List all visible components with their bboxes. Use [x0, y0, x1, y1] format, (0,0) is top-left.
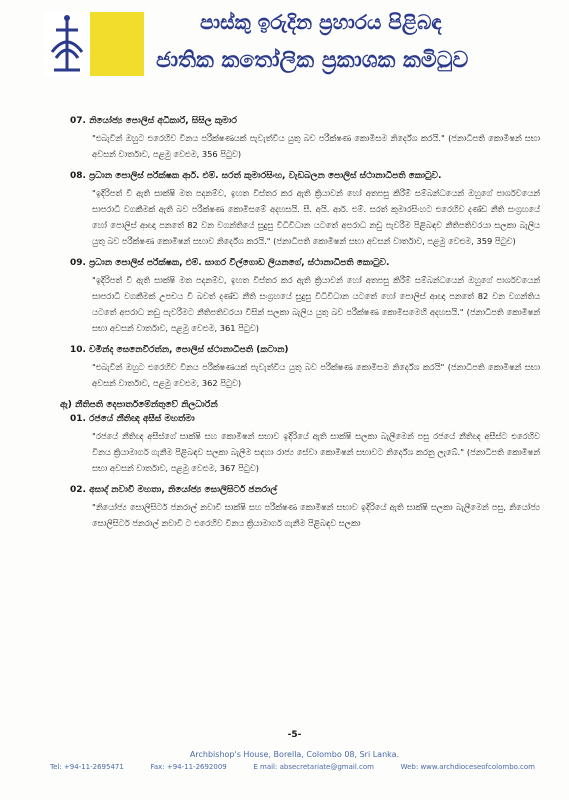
footer-web-link[interactable]: Web: www.archdioceseofcolombo.com: [400, 763, 535, 771]
section-heading: 02. අසාද් නවාවී මහතා, නියෝජ්‍ය සොලිසිටර් ජනරාල්: [70, 485, 278, 495]
vatican-cross-logo-icon: [44, 12, 144, 76]
section-heading: 07. නියෝජ්‍ය පොලිස් අධිකාරී, සිසිල කුමාර: [70, 116, 237, 126]
footer-fax: Fax: +94-11-2692009: [150, 763, 227, 771]
section-heading: 08. ප්‍රධාන පොලිස් පරීක්ෂක ආර්. එම්. සරත් කුමාරසිංහ, වැඩබලන පොලිස් ස්ථානාධිපති කොටුව.: [70, 171, 442, 181]
section-paragraph: "ඉදිරිපත් වී ඇති සාක්ෂි මත පදනම්ව, ඉහත විස්තර කර ඇති ක්‍රියාවන් හෝ අතපසු කිරීම් සම්බන්ධයෙන් ඔහුගේ පාර්ශවයෙන් සාපරාධී වගකීමක් ඇති බව පරීක්ෂණ කොමිසමේ අදහසයි. සී. අයි. ආර්. එම්. සරත් කුමාරසිංහට එරෙහිව දණ්ඩ නීති සංග්‍රහයේ හෝ පොලිස් ආඥා පනතේ 82 වන වගන්තියේ සුදුසු විධිවිධාන යටතේ අපරාධ නඩු පැවරීම පිළිබඳව නීතිපතිවරයා සලකා බැලිය යුතු බව පරීක්ෂණ කොමිෂන් සභාව නිර්දේශ කරයි." (ජනාධිපති කොමිෂන් සභා අවසන් වාර්තාව, පළමු වෙළුම, 359 පිටුව): [92, 188, 540, 246]
section-heading: 01. රජයේ නීතිඥ අසීස් මහත්මා: [70, 414, 195, 424]
page-footer: [0, 730, 569, 771]
page-header: [0, 0, 569, 100]
section-paragraph: "නියෝජ්‍ය සොලිසිටර් ජනරාල් නවාවී සාක්ෂි සහ පරීක්ෂණ කොමිෂන් සභාව ඉදිරියේ ඇති සාක්ෂි සලකා බැලීමෙන් පසු, නියෝජ්‍ය සොලිසිටර් ජනරාල් නවාවී ට එරෙහිව විනය ක්‍රියාමාර්ග ගැනීම පිළිබඳව සලකා: [92, 502, 541, 528]
section-heading: 10. චමින්ද සෙනෙවිරත්න, පොලිස් ස්ථානාධිපති (කටාන): [70, 345, 289, 355]
header-title-line1: පාස්කු ඉරුදින ප්‍රහාරය පිළිබඳ: [200, 10, 442, 34]
footer-contact: [0, 763, 569, 771]
section-paragraph: "එබැවින් ඔහුට එරෙහිව විනය පරීක්ෂණයක් පැවැත්විය යුතු බව පරීක්ෂණ කොමිසම නිර්දේශ කරයි." (ජනාධිපති කොමිෂන් සභා අවසන් වාර්තාව, පළමු වෙළුම, 356 පිටුව): [92, 133, 540, 159]
footer-address: Archbishop's House, Borella, Colombo 08, Sri Lanka.: [189, 750, 400, 759]
section-paragraph: "රජයේ නීතිඥ අසීස්ගේ සාක්ෂි සහ කොමිෂන් සභාව ඉදිරියේ ඇති සාක්ෂි සලකා බැලීමෙන් පසු රජයේ නීතිඥ අසීස්ට එරෙහිව විනය ක්‍රියාමාර්ග ගැනීම පිළිබඳව සලකා බැලීම සඳහා රාජ්‍ය සේවා කොමිෂන් සභාවට නිර්දේශ කරනු ලැබේ." (ජනාධිපති කොමිෂන් සභා අවසන් වාර්තාව, පළමු වෙළුම, 367 පිටුව): [92, 431, 540, 473]
header-title-line2: ජාතික කතෝලික ප්‍රකාශක කමිටුව: [156, 48, 469, 73]
section-paragraph: "ඉදිරිපත් වී ඇති සාක්ෂි මත පදනම්ව, ඉහත විස්තර කර ඇති ක්‍රියාවන් හෝ අතපසු කිරීම් සම්බන්ධයෙන් ඔහුගේ පාර්ශවයෙන් සාපරාධී වගකීමක් උපචය වී බවත් දණ්ඩ නීති සංග්‍රහයේ සුදුසු විධිවිධාන යටතේ හෝ පොලිස් ආඥා පනතේ 82 වන වගන්තිය යටතේ අපරාධ නඩු පැවරීමට නීතිපතිවරයා විසින් සලකා බැලිය යුතු බව පරීක්ෂණ කොමිසමෙහි අදහසයි." (ජනාධිපති කොමිෂන් සභා අවසන් වාර්තාව, පළමු වෙළුම, 361 පිටුව): [92, 275, 540, 333]
footer-email-link[interactable]: E mail: absecretariate@gmail.com: [253, 763, 374, 771]
document-body: [30, 116, 540, 540]
page-number: -5-: [287, 730, 302, 740]
section-heading: 09. ප්‍රධාන පොලිස් පරීක්ෂක, එම්. සාගර විල්ගොඩ ලියනගේ, ස්ථානාධිපති කොටුව.: [70, 258, 390, 268]
footer-tel: Tel: +94-11-2695471: [50, 763, 124, 771]
section-paragraph: "එබැවින් ඔහුට එරෙහිව විනය පරීක්ෂණයක් පැවැත්විය යුතු බව පරීක්ෂණ කොමිසම නිර්දේශ කරයි" (ජනාධිපති කොමිෂන් සභා අවසන් වාර්තාව, පළමු වෙළුම, 362 පිටුව): [92, 362, 540, 388]
main-section-heading: ඇ) නීතිපති දෙපාර්තමේන්තුවේ නිලධාරීන්: [60, 400, 218, 410]
